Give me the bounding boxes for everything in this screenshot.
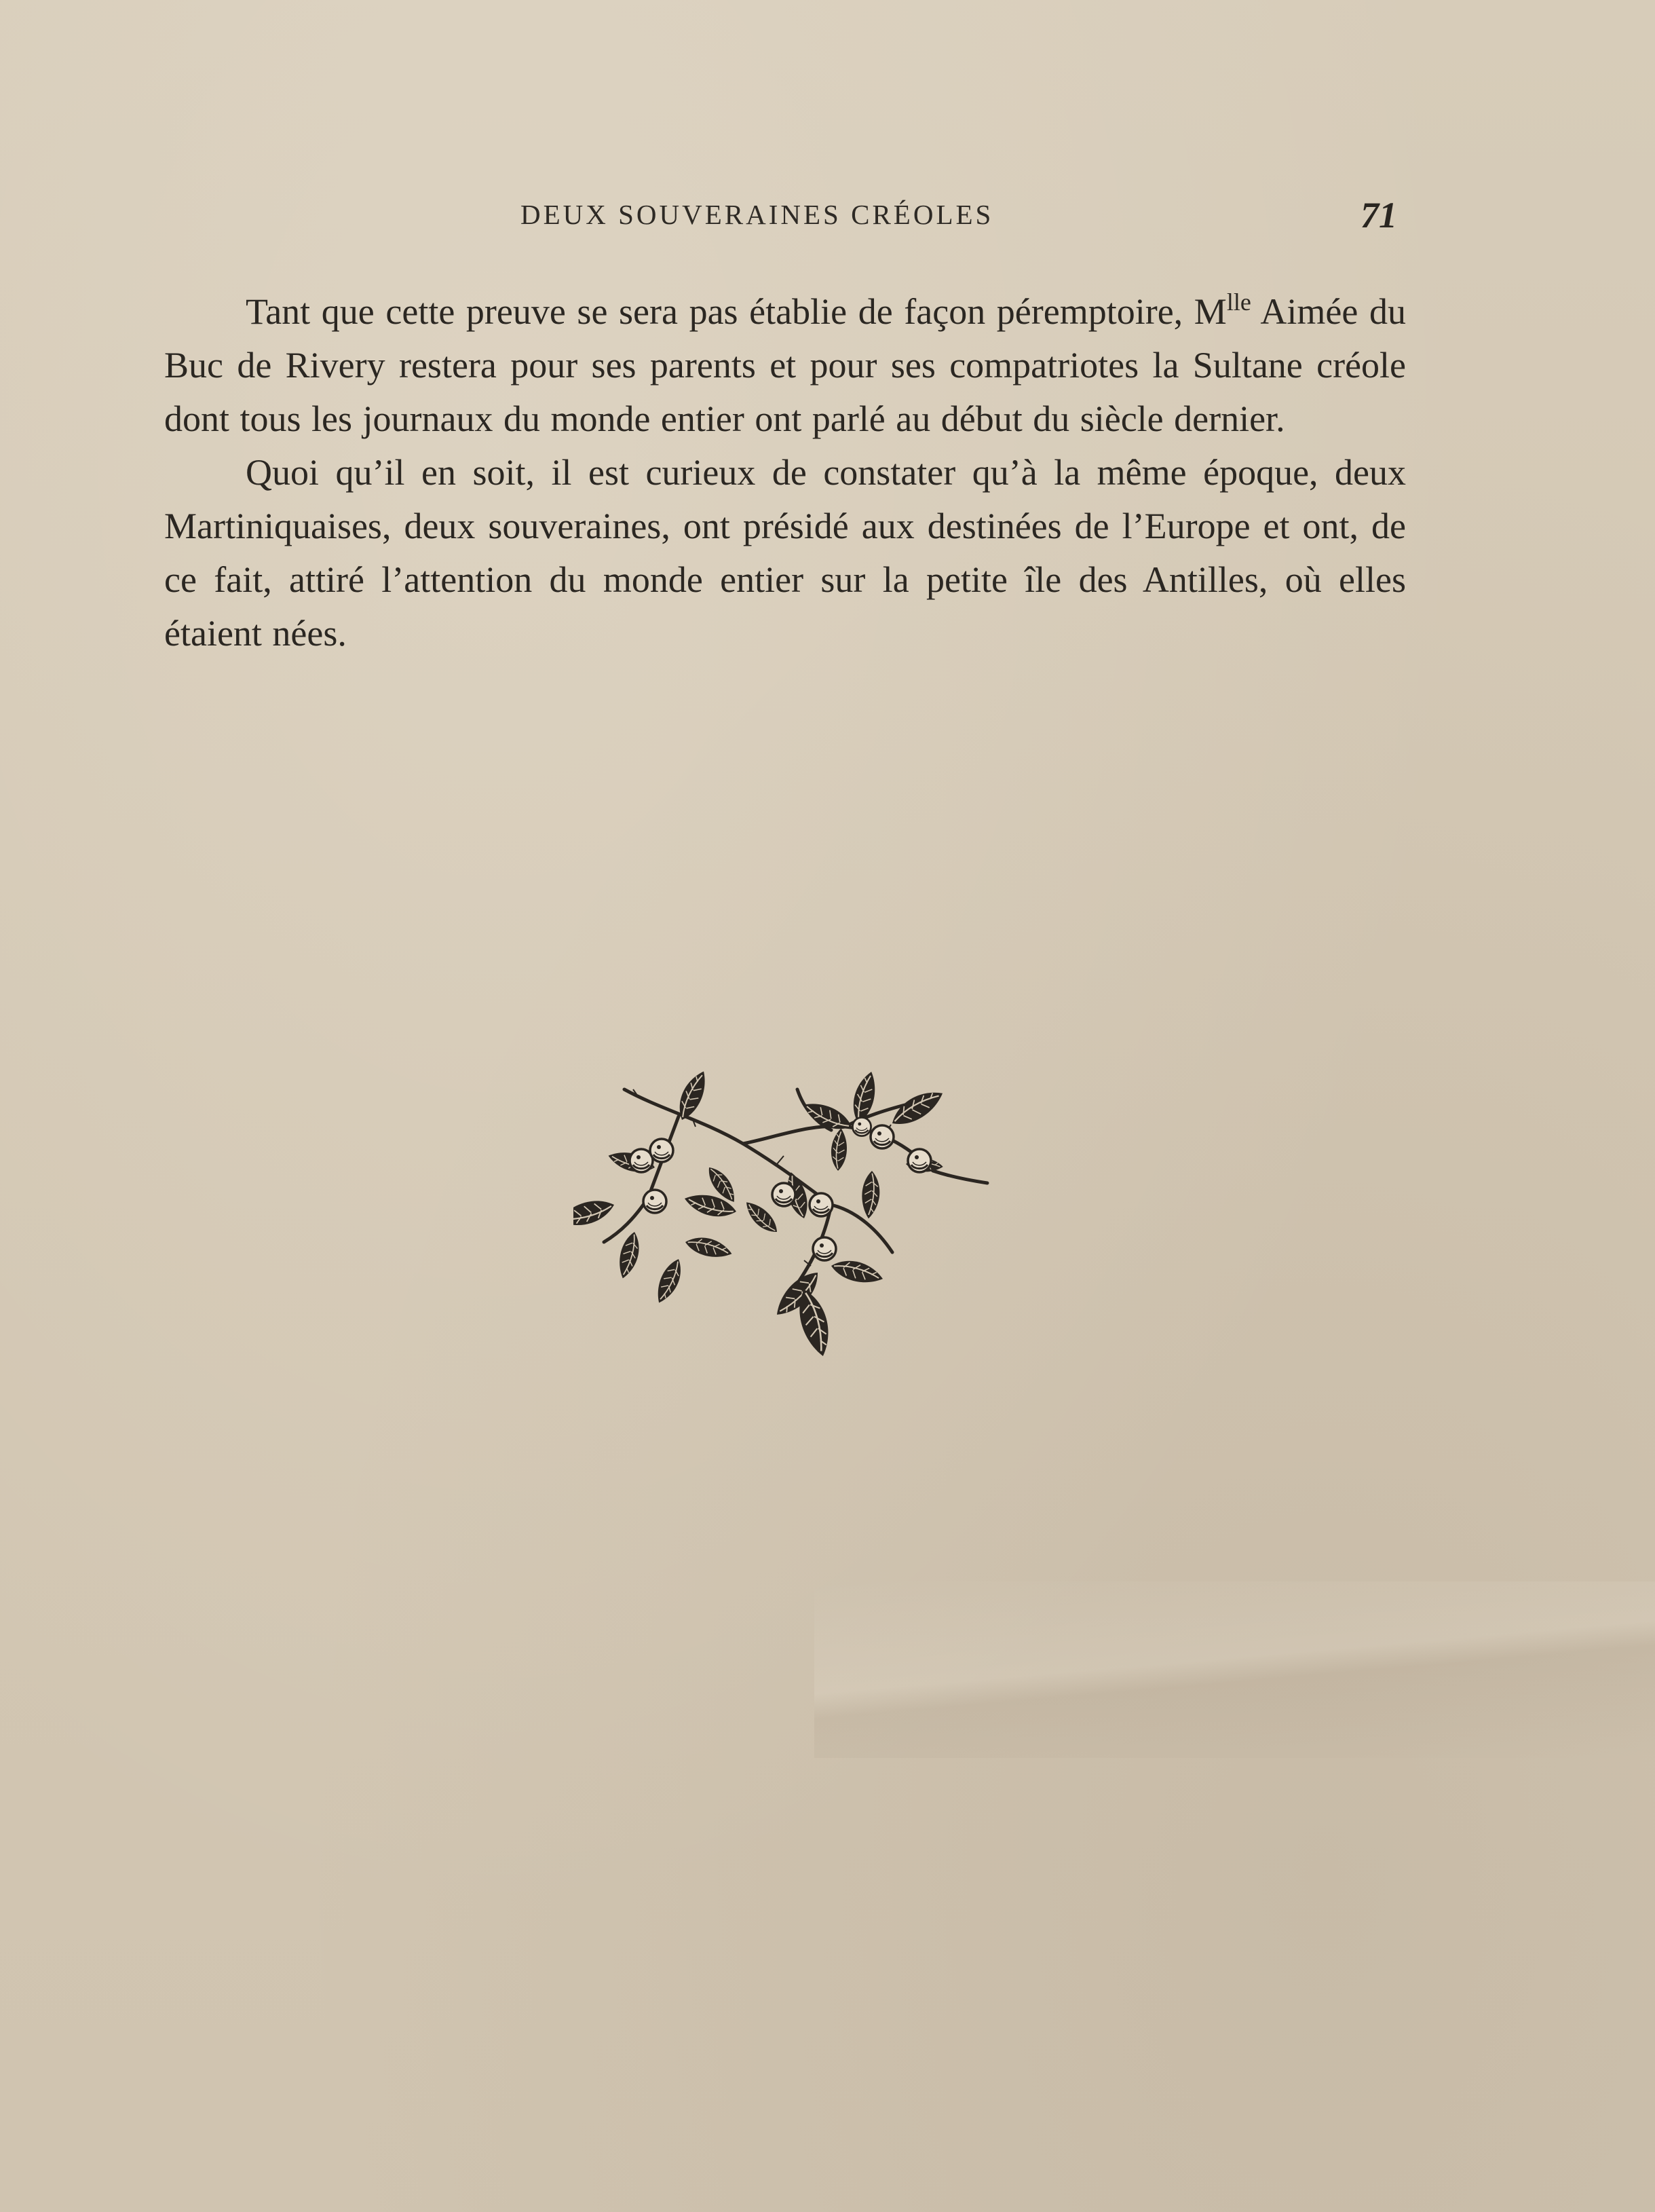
paragraph-1-end: Aimée du Buc de Rivery restera pour ses parents et pour ses compatriotes la Sultane créole dont tous les journaux du monde entier ont parlé au début du siècle dernier.: [164, 291, 1406, 439]
page-number: 71: [1361, 195, 1397, 236]
running-title: DEUX SOUVERAINES CRÉOLES: [520, 199, 994, 230]
body-text: [164, 285, 1406, 660]
paper-fold: [814, 1581, 1655, 1758]
superscript-abbrev: lle: [1226, 288, 1251, 316]
paragraph-1: [164, 285, 1406, 446]
paragraph-2: Quoi qu’il en soit, il est curieux de constater qu’à la même époque, deux Martiniquaises, deux souveraines, ont présidé aux destinées de l’Europe et ont, de ce fait, attiré l’attention du monde entier sur la petite île des Antilles, où elles étaient nées.: [164, 452, 1406, 654]
paragraph-1-start: Tant que cette preuve se sera pas établie de façon péremptoire, M: [246, 291, 1227, 332]
fruit-branch-vignette-icon: [573, 1062, 994, 1395]
